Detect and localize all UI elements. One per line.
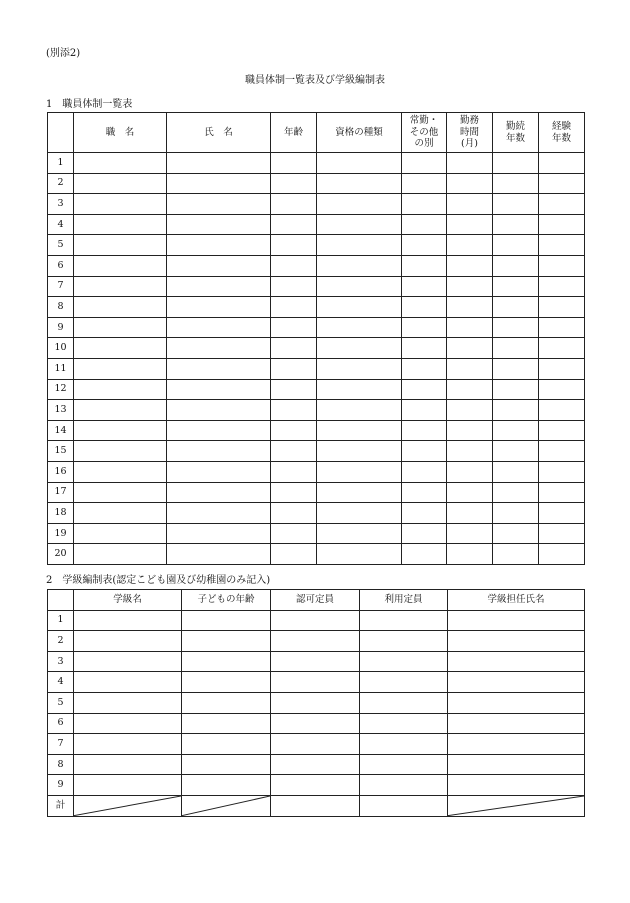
class-table-cell[interactable]	[271, 692, 360, 713]
row-number: 7	[48, 276, 74, 297]
staff-table-cell[interactable]	[447, 420, 493, 441]
staff-table-cell[interactable]	[493, 255, 539, 276]
class-table-cell[interactable]	[448, 692, 585, 713]
staff-table-row	[48, 503, 585, 524]
staff-table-cell[interactable]	[402, 544, 447, 565]
staff-table-cell[interactable]	[447, 276, 493, 297]
diagonal-slash-cell	[182, 795, 271, 816]
class-table-cell[interactable]	[182, 610, 271, 631]
staff-table-cell[interactable]	[74, 482, 167, 503]
staff-table-header: 勤務 時間 (月)	[447, 113, 493, 153]
staff-table-row	[48, 523, 585, 544]
staff-table-row	[48, 317, 585, 338]
staff-table-cell[interactable]	[447, 173, 493, 194]
staff-table-cell[interactable]	[402, 523, 447, 544]
diagonal-line	[74, 796, 181, 816]
class-table-cell[interactable]	[448, 651, 585, 672]
staff-table-cell[interactable]	[167, 400, 271, 421]
staff-table-cell[interactable]	[493, 400, 539, 421]
staff-table-cell[interactable]	[167, 255, 271, 276]
staff-table-cell[interactable]	[167, 338, 271, 359]
section2-heading: 2 学級編制表(認定こども園及び幼稚園のみ記入)	[46, 575, 271, 586]
row-number: 7	[48, 734, 74, 755]
staff-table-cell[interactable]	[402, 482, 447, 503]
staff-table-cell[interactable]	[74, 255, 167, 276]
class-table-header: 利用定員	[360, 590, 448, 611]
staff-table-cell[interactable]	[539, 523, 585, 544]
staff-table-cell[interactable]	[74, 503, 167, 524]
staff-table-cell[interactable]	[317, 379, 402, 400]
class-table-cell[interactable]	[271, 610, 360, 631]
staff-table-cell[interactable]	[74, 379, 167, 400]
staff-table	[47, 112, 585, 565]
staff-table-cell[interactable]	[539, 317, 585, 338]
staff-table-cell[interactable]	[271, 358, 317, 379]
staff-table-cell[interactable]	[271, 441, 317, 462]
class-table-cell[interactable]	[74, 631, 182, 652]
staff-table-cell[interactable]	[271, 153, 317, 174]
staff-table-row	[48, 235, 585, 256]
staff-table-cell[interactable]	[493, 420, 539, 441]
staff-table-cell[interactable]	[271, 317, 317, 338]
class-table-cell[interactable]	[271, 734, 360, 755]
class-table-cell[interactable]	[74, 775, 182, 796]
staff-table-cell[interactable]	[447, 503, 493, 524]
class-table-cell[interactable]	[360, 610, 448, 631]
class-table-cell[interactable]	[448, 754, 585, 775]
staff-table-cell[interactable]	[402, 276, 447, 297]
staff-table-cell[interactable]	[493, 317, 539, 338]
row-number: 14	[48, 420, 74, 441]
staff-table-cell[interactable]	[167, 358, 271, 379]
class-table-cell[interactable]	[360, 754, 448, 775]
row-number: 1	[48, 610, 74, 631]
class-table-cell[interactable]	[271, 775, 360, 796]
staff-table-cell[interactable]	[539, 441, 585, 462]
staff-table-cell[interactable]	[447, 544, 493, 565]
staff-table-cell[interactable]	[539, 503, 585, 524]
staff-table-row	[48, 194, 585, 215]
staff-table-row	[48, 297, 585, 318]
class-table-header	[48, 590, 74, 611]
row-number: 11	[48, 358, 74, 379]
staff-table-cell[interactable]	[402, 194, 447, 215]
staff-table-cell[interactable]	[317, 194, 402, 215]
row-number: 18	[48, 503, 74, 524]
staff-table-cell[interactable]	[493, 276, 539, 297]
staff-table-cell[interactable]	[167, 441, 271, 462]
staff-table-cell[interactable]	[402, 317, 447, 338]
staff-table-cell[interactable]	[317, 235, 402, 256]
class-table-cell[interactable]	[74, 754, 182, 775]
staff-table-cell[interactable]	[402, 255, 447, 276]
staff-table-cell[interactable]	[167, 544, 271, 565]
class-table-row	[48, 672, 585, 693]
staff-table-cell[interactable]	[539, 255, 585, 276]
staff-table-row	[48, 400, 585, 421]
staff-table-cell[interactable]	[402, 358, 447, 379]
staff-table-header: 常勤・ その他 の別	[402, 113, 447, 153]
staff-table-cell[interactable]	[74, 173, 167, 194]
staff-table-cell[interactable]	[271, 338, 317, 359]
staff-table-cell[interactable]	[271, 173, 317, 194]
row-number: 5	[48, 692, 74, 713]
class-table-row	[48, 631, 585, 652]
class-table-cell[interactable]	[360, 672, 448, 693]
staff-table-cell[interactable]	[317, 317, 402, 338]
class-table-cell[interactable]	[182, 775, 271, 796]
class-table-cell[interactable]	[74, 651, 182, 672]
staff-table-cell[interactable]	[317, 441, 402, 462]
staff-table-cell[interactable]	[402, 461, 447, 482]
staff-table-cell[interactable]	[539, 338, 585, 359]
staff-table-cell[interactable]	[402, 173, 447, 194]
class-table-cell[interactable]	[182, 651, 271, 672]
staff-table-cell[interactable]	[167, 297, 271, 318]
staff-table-cell[interactable]	[317, 214, 402, 235]
class-table-cell[interactable]	[74, 692, 182, 713]
staff-table-cell[interactable]	[74, 461, 167, 482]
staff-table-cell[interactable]	[317, 338, 402, 359]
staff-table-cell[interactable]	[539, 194, 585, 215]
class-table-cell[interactable]	[448, 672, 585, 693]
staff-table-row	[48, 482, 585, 503]
staff-table-header: 資格の種類	[317, 113, 402, 153]
staff-table-cell[interactable]	[317, 173, 402, 194]
staff-table-cell[interactable]	[74, 276, 167, 297]
staff-table-cell[interactable]	[74, 235, 167, 256]
class-table-cell[interactable]	[74, 672, 182, 693]
staff-table-cell[interactable]	[493, 214, 539, 235]
class-table-cell[interactable]	[448, 610, 585, 631]
staff-table-cell[interactable]	[447, 255, 493, 276]
staff-table-cell[interactable]	[317, 153, 402, 174]
staff-table-row	[48, 153, 585, 174]
staff-table-cell[interactable]	[402, 379, 447, 400]
staff-table-cell[interactable]	[74, 523, 167, 544]
diagonal-line	[182, 796, 270, 816]
row-number: 3	[48, 194, 74, 215]
staff-table-cell[interactable]	[447, 358, 493, 379]
staff-table-cell[interactable]	[493, 358, 539, 379]
staff-table-cell[interactable]	[74, 544, 167, 565]
document-title: 職員体制一覧表及び学級編制表	[245, 75, 385, 86]
staff-table-cell[interactable]	[493, 173, 539, 194]
staff-table-cell[interactable]	[317, 461, 402, 482]
row-number: 10	[48, 338, 74, 359]
staff-table-cell[interactable]	[317, 400, 402, 421]
staff-table-cell[interactable]	[271, 235, 317, 256]
staff-table-cell[interactable]	[167, 317, 271, 338]
class-table-row	[48, 651, 585, 672]
staff-table-cell[interactable]	[402, 153, 447, 174]
row-number: 19	[48, 523, 74, 544]
staff-table-cell[interactable]	[402, 503, 447, 524]
staff-table-cell[interactable]	[447, 379, 493, 400]
staff-table-row	[48, 173, 585, 194]
staff-table-cell[interactable]	[167, 420, 271, 441]
class-table-cell[interactable]	[271, 651, 360, 672]
staff-table-cell[interactable]	[493, 441, 539, 462]
staff-table-cell[interactable]	[317, 503, 402, 524]
class-table-cell[interactable]	[182, 672, 271, 693]
class-table-cell[interactable]	[74, 610, 182, 631]
class-table-cell[interactable]	[182, 692, 271, 713]
staff-table-cell[interactable]	[167, 235, 271, 256]
staff-table-cell[interactable]	[74, 358, 167, 379]
staff-table-cell[interactable]	[447, 214, 493, 235]
class-table-cell[interactable]	[74, 734, 182, 755]
staff-table-cell[interactable]	[402, 235, 447, 256]
staff-table-cell[interactable]	[493, 235, 539, 256]
staff-table-cell[interactable]	[271, 482, 317, 503]
staff-table-cell[interactable]	[271, 461, 317, 482]
class-table-cell[interactable]	[448, 713, 585, 734]
class-table-header: 学級名	[74, 590, 182, 611]
row-number: 6	[48, 713, 74, 734]
staff-table-cell[interactable]	[447, 194, 493, 215]
staff-table-cell[interactable]	[167, 379, 271, 400]
staff-table-cell[interactable]	[317, 255, 402, 276]
staff-table-cell[interactable]	[539, 400, 585, 421]
class-table-row	[48, 754, 585, 775]
staff-table-cell[interactable]	[167, 461, 271, 482]
class-table-row	[48, 713, 585, 734]
row-number: 2	[48, 631, 74, 652]
staff-table-row	[48, 338, 585, 359]
staff-table-row	[48, 255, 585, 276]
staff-table-cell[interactable]	[447, 441, 493, 462]
section1-heading: 1 職員体制一覧表	[46, 99, 133, 110]
staff-table-cell[interactable]	[447, 461, 493, 482]
staff-table-cell[interactable]	[493, 338, 539, 359]
staff-table-cell[interactable]	[271, 523, 317, 544]
row-number: 2	[48, 173, 74, 194]
class-table-cell[interactable]	[360, 631, 448, 652]
staff-table-cell[interactable]	[317, 297, 402, 318]
staff-table-cell[interactable]	[539, 544, 585, 565]
staff-table-row	[48, 276, 585, 297]
staff-table-header: 職 名	[74, 113, 167, 153]
staff-table-cell[interactable]	[493, 544, 539, 565]
row-number: 12	[48, 379, 74, 400]
staff-table-cell[interactable]	[493, 153, 539, 174]
row-number: 3	[48, 651, 74, 672]
staff-table-cell[interactable]	[539, 297, 585, 318]
staff-table-cell[interactable]	[271, 214, 317, 235]
staff-table-cell[interactable]	[447, 400, 493, 421]
row-number: 13	[48, 400, 74, 421]
class-table-cell[interactable]	[360, 734, 448, 755]
staff-table-cell[interactable]	[402, 338, 447, 359]
class-table-row	[48, 734, 585, 755]
staff-table-cell[interactable]	[493, 379, 539, 400]
staff-table-header: 勤続 年数	[493, 113, 539, 153]
staff-table-cell[interactable]	[493, 482, 539, 503]
row-number: 9	[48, 775, 74, 796]
staff-table-row	[48, 358, 585, 379]
row-number: 5	[48, 235, 74, 256]
staff-table-cell[interactable]	[539, 235, 585, 256]
staff-table-row	[48, 214, 585, 235]
staff-table-row	[48, 441, 585, 462]
row-number: 17	[48, 482, 74, 503]
staff-table-cell[interactable]	[167, 194, 271, 215]
staff-table-header: 氏 名	[167, 113, 271, 153]
staff-table-cell[interactable]	[493, 297, 539, 318]
row-number: 9	[48, 317, 74, 338]
class-table-cell[interactable]	[448, 734, 585, 755]
staff-table-cell[interactable]	[167, 523, 271, 544]
staff-table-cell[interactable]	[402, 441, 447, 462]
staff-table-row	[48, 544, 585, 565]
row-number: 15	[48, 441, 74, 462]
staff-table-cell[interactable]	[317, 482, 402, 503]
staff-table-cell[interactable]	[271, 420, 317, 441]
staff-table-cell[interactable]	[74, 338, 167, 359]
staff-table-cell[interactable]	[271, 194, 317, 215]
staff-table-cell[interactable]	[539, 461, 585, 482]
staff-table-cell[interactable]	[271, 297, 317, 318]
staff-table-cell[interactable]	[74, 317, 167, 338]
class-table-cell[interactable]	[360, 651, 448, 672]
class-table-cell[interactable]	[182, 754, 271, 775]
class-table-header: 子どもの年齢	[182, 590, 271, 611]
staff-table-header: 経験 年数	[539, 113, 585, 153]
staff-table-cell[interactable]	[74, 153, 167, 174]
staff-table-header	[48, 113, 74, 153]
class-table-header: 認可定員	[271, 590, 360, 611]
staff-table-cell[interactable]	[271, 544, 317, 565]
class-table-cell[interactable]	[448, 775, 585, 796]
staff-table-row	[48, 420, 585, 441]
class-table-cell[interactable]	[360, 775, 448, 796]
class-table-row	[48, 692, 585, 713]
staff-table-cell[interactable]	[539, 379, 585, 400]
staff-table-row	[48, 461, 585, 482]
class-table-cell[interactable]	[271, 713, 360, 734]
staff-table-cell[interactable]	[447, 482, 493, 503]
staff-table-cell[interactable]	[317, 420, 402, 441]
row-number: 8	[48, 297, 74, 318]
staff-table-cell[interactable]	[74, 400, 167, 421]
row-number: 16	[48, 461, 74, 482]
class-table-total-row	[48, 795, 585, 816]
staff-table-cell[interactable]	[74, 194, 167, 215]
staff-table-cell[interactable]	[539, 358, 585, 379]
diagonal-line	[448, 796, 584, 816]
row-number: 20	[48, 544, 74, 565]
staff-table-cell[interactable]	[74, 297, 167, 318]
staff-table-cell[interactable]	[539, 153, 585, 174]
staff-table-cell[interactable]	[74, 214, 167, 235]
class-table-cell[interactable]	[271, 672, 360, 693]
total-label: 計	[48, 795, 74, 816]
staff-table-header: 年齢	[271, 113, 317, 153]
staff-table-cell[interactable]	[493, 523, 539, 544]
class-table-header: 学級担任氏名	[448, 590, 585, 611]
staff-table-cell[interactable]	[317, 523, 402, 544]
staff-table-cell[interactable]	[447, 317, 493, 338]
staff-table-cell[interactable]	[493, 194, 539, 215]
staff-table-cell[interactable]	[447, 338, 493, 359]
staff-table-cell[interactable]	[539, 173, 585, 194]
staff-table-cell[interactable]	[167, 276, 271, 297]
class-table-cell[interactable]	[360, 692, 448, 713]
staff-table-cell[interactable]	[447, 297, 493, 318]
staff-table-cell[interactable]	[447, 153, 493, 174]
class-table-cell[interactable]	[448, 631, 585, 652]
staff-table-row	[48, 379, 585, 400]
staff-table-cell[interactable]	[317, 544, 402, 565]
class-table-cell[interactable]	[182, 631, 271, 652]
staff-table-cell[interactable]	[539, 276, 585, 297]
class-table-row	[48, 775, 585, 796]
attachment-note: (別添2)	[46, 48, 81, 59]
staff-table-cell[interactable]	[167, 173, 271, 194]
staff-table-cell[interactable]	[271, 503, 317, 524]
staff-table-cell[interactable]	[167, 214, 271, 235]
class-table	[47, 589, 585, 817]
class-table-total-cell[interactable]	[271, 795, 360, 816]
staff-table-cell[interactable]	[402, 297, 447, 318]
row-number: 1	[48, 153, 74, 174]
row-number: 4	[48, 214, 74, 235]
row-number: 6	[48, 255, 74, 276]
staff-table-cell[interactable]	[539, 420, 585, 441]
staff-table-cell[interactable]	[493, 503, 539, 524]
row-number: 8	[48, 754, 74, 775]
staff-table-cell[interactable]	[493, 461, 539, 482]
staff-table-cell[interactable]	[317, 358, 402, 379]
staff-table-cell[interactable]	[447, 235, 493, 256]
staff-table-cell[interactable]	[167, 153, 271, 174]
class-table-cell[interactable]	[182, 713, 271, 734]
class-table-cell[interactable]	[271, 631, 360, 652]
staff-table-cell[interactable]	[271, 276, 317, 297]
class-table-cell[interactable]	[182, 734, 271, 755]
class-table-total-cell[interactable]	[360, 795, 448, 816]
staff-table-cell[interactable]	[317, 276, 402, 297]
staff-table-cell[interactable]	[271, 255, 317, 276]
staff-table-cell[interactable]	[447, 523, 493, 544]
staff-table-cell[interactable]	[402, 214, 447, 235]
row-number: 4	[48, 672, 74, 693]
diagonal-slash-cell	[448, 795, 585, 816]
staff-table-cell[interactable]	[167, 503, 271, 524]
class-table-row	[48, 610, 585, 631]
staff-table-cell[interactable]	[271, 400, 317, 421]
staff-table-cell[interactable]	[74, 441, 167, 462]
staff-table-cell[interactable]	[539, 214, 585, 235]
staff-table-cell[interactable]	[271, 379, 317, 400]
class-table-cell[interactable]	[74, 713, 182, 734]
staff-table-cell[interactable]	[539, 482, 585, 503]
diagonal-slash-cell	[74, 795, 182, 816]
staff-table-cell[interactable]	[167, 482, 271, 503]
staff-table-cell[interactable]	[74, 420, 167, 441]
staff-table-cell[interactable]	[402, 420, 447, 441]
staff-table-cell[interactable]	[402, 400, 447, 421]
class-table-cell[interactable]	[271, 754, 360, 775]
class-table-cell[interactable]	[360, 713, 448, 734]
